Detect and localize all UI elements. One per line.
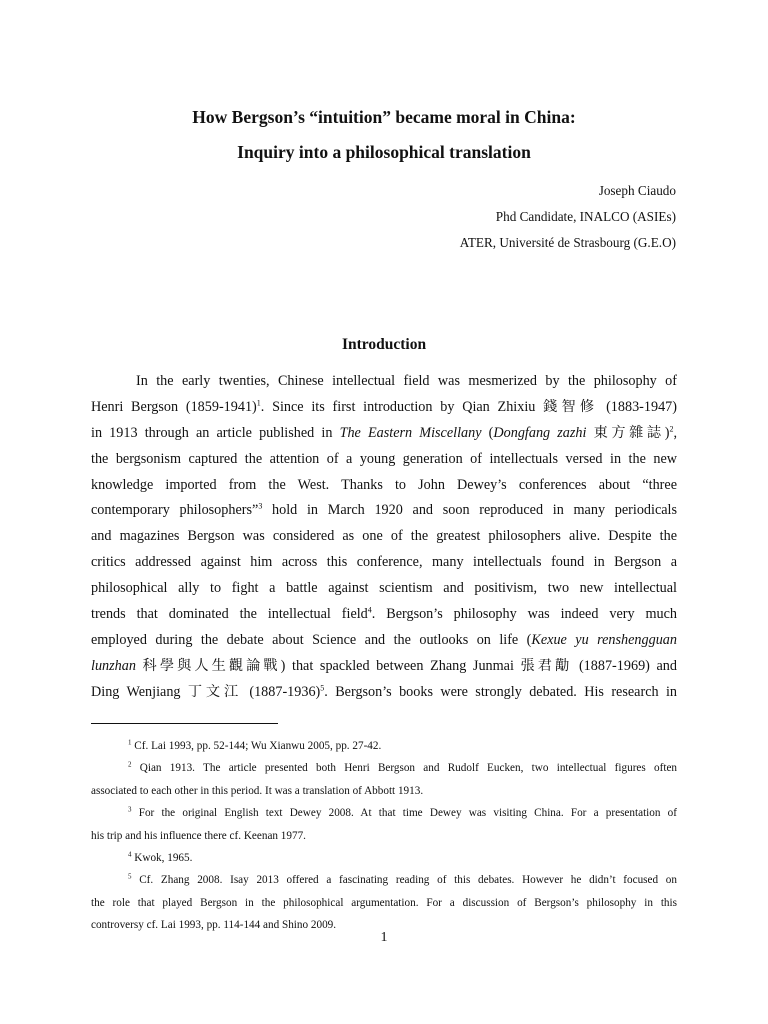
footnotes [91, 735, 677, 937]
body-line [91, 628, 677, 654]
author-affiliation-2: ATER, Université de Strasbourg (G.E.O) [459, 235, 676, 250]
footnote-text: Kwok, 1965. [134, 851, 193, 864]
body-text: Ding Wenjiang 丁文江 (1887-1936) [91, 683, 321, 700]
footnote-text: associated to each other in this period. It was a translation of Abbott 1913. [91, 784, 424, 797]
page-number: 1 [380, 930, 388, 945]
body-text: lunzhan [91, 657, 136, 674]
footnote-separator [91, 723, 278, 724]
body-text: in 1913 through an article published in [91, 424, 340, 441]
body-line [91, 473, 677, 499]
footnote [91, 735, 677, 757]
footnote-line [91, 780, 677, 802]
footnote-number: 4 [128, 850, 132, 859]
body-text: . Bergson’s philosophy was indeed very much [371, 606, 677, 623]
footnote [91, 757, 677, 802]
footnote-number: 2 [128, 760, 132, 769]
body-text: contemporary philosophers” [91, 502, 259, 519]
body-line [91, 680, 677, 706]
footnote-text: For the original English text Dewey 2008. At that time Dewey was visiting China. For a presentation of [138, 807, 677, 820]
footnote-line [91, 757, 677, 779]
body-line [91, 576, 677, 602]
footnote-line [91, 847, 677, 869]
body-line [91, 395, 677, 421]
author-block [256, 178, 676, 256]
body-text: . Since its first introduction by Qian Zhixiu 錢智修 (1883-1947) [260, 398, 677, 415]
body-line [91, 369, 677, 395]
body-text: In the early twenties, Chinese intellectual field was mesmerized by the philosophy of [136, 373, 677, 389]
footnote-line [91, 825, 677, 847]
footnote-ref: 1 [256, 398, 261, 408]
body-line [91, 498, 677, 524]
body-text: ( [481, 424, 494, 441]
body-text: the bergsonism captured the attention of a young generation of intellectuals versed in the new [91, 450, 677, 467]
footnote-ref: 5 [320, 682, 325, 692]
body-text: 東方雜誌) [586, 424, 670, 441]
body-text: hold in March 1920 and soon reproduced in many periodicals [262, 502, 677, 519]
footnote-text: Cf. Lai 1993, pp. 52-144; Wu Xianwu 2005, pp. 27-42. [134, 740, 382, 752]
body-line [91, 524, 677, 550]
body-text: knowledge imported from the West. Thanks to John Dewey’s conferences about “three [91, 476, 677, 493]
footnote-line [91, 802, 677, 824]
body-line [91, 550, 677, 576]
body-text: trends that dominated the intellectual field [91, 606, 368, 623]
footnote-text: Cf. Zhang 2008. Isay 2013 offered a fascinating reading of this debates. However he didn’t focused on [139, 874, 677, 887]
footnote-text: Qian 1913. The article presented both Henri Bergson and Rudolf Eucken, two intellectual figures often [139, 762, 678, 775]
body-text: . Bergson’s books were strongly debated. His research in [324, 683, 677, 700]
body-line [91, 654, 677, 680]
body-text: Dongfang zazhi [493, 424, 587, 441]
footnote-line [91, 892, 677, 914]
body-text: critics addressed against him across this conference, many intellectuals found in Bergson a [91, 554, 677, 571]
footnote-text: the role that played Bergson in the philosophical argumentation. For a discussion of Bergson’s philosophy in this [91, 896, 677, 909]
footnote [91, 869, 677, 936]
footnote-ref: 3 [258, 501, 263, 511]
paper-title-line-2: Inquiry into a philosophical translation [237, 142, 531, 162]
body-paragraph [91, 369, 677, 706]
body-line [91, 447, 677, 473]
body-text: and magazines Bergson was considered as one of the greatest philosophers alive. Despite the [91, 528, 677, 545]
footnote-text: his trip and his influence there cf. Keenan 1977. [91, 829, 306, 842]
footnote-number: 5 [128, 872, 132, 881]
footnote-number: 1 [128, 738, 132, 747]
body-text: , [673, 424, 677, 441]
body-text: The Eastern Miscellany [339, 424, 482, 441]
footnote-line [91, 869, 677, 891]
body-text: employed during the debate about Science and the outlooks on life ( [91, 631, 532, 648]
body-line [91, 421, 677, 447]
body-line [91, 602, 677, 628]
author-affiliation-1: Phd Candidate, INALCO (ASIEs) [495, 209, 676, 224]
footnote-ref: 2 [669, 424, 674, 434]
footnote-number: 3 [128, 805, 132, 814]
footnote [91, 802, 677, 847]
body-text: 科學與人生觀論戰) that spackled between Zhang Junmai 張君勱 (1887-1969) and [135, 657, 677, 674]
paper-title-line-1: How Bergson’s “intuition” became moral in China: [192, 107, 576, 127]
body-text: philosophical ally to fight a battle against scientism and positivism, two new intellectual [91, 580, 677, 597]
footnote [91, 847, 677, 869]
section-heading: Introduction [341, 336, 427, 353]
author-name: Joseph Ciaudo [598, 183, 676, 198]
body-text: Kexue yu renshengguan [531, 631, 677, 648]
footnote-ref: 4 [367, 605, 372, 615]
footnote-text: controversy cf. Lai 1993, pp. 114-144 and Shino 2009. [91, 919, 337, 932]
footnote-line [91, 735, 677, 757]
body-text: Henri Bergson (1859-1941) [91, 398, 257, 415]
